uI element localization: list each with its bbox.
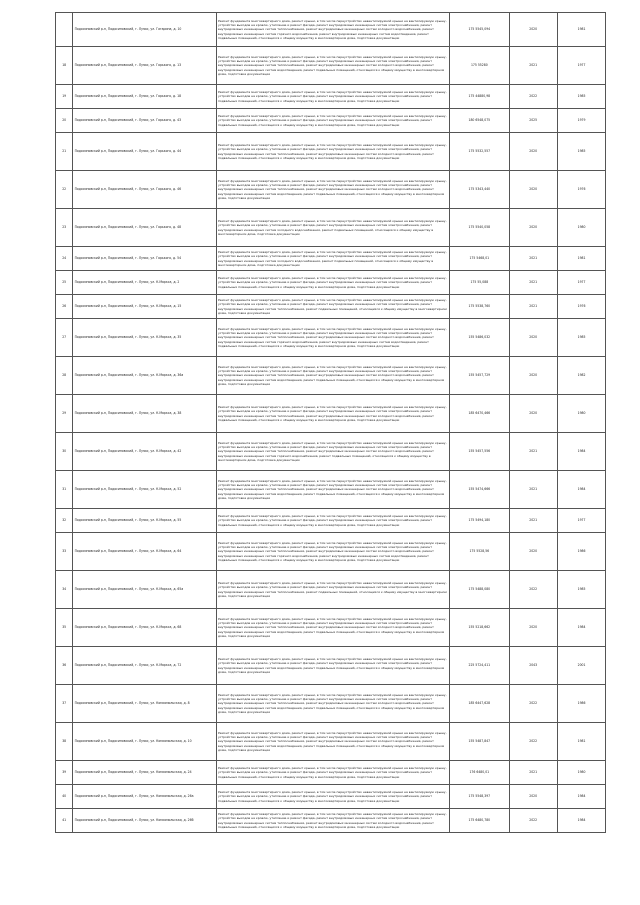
area-cell: 185 6447,628 <box>450 685 509 723</box>
address-cell: Подосиновский р-н, Подосиновский, г. Лузки, ул. Горького, д. 44 <box>73 133 216 171</box>
built-year-cell: 1982 <box>557 357 605 395</box>
repair-year-cell: 2020 <box>509 133 557 171</box>
works-cell: Ремонт фундамента многоквартирного дома, ремонт крыши, в том числе переустройство невентилируемой крыши на вентилируемую крышу, устройство выходов на кровлю, утепление и ремонт фасада, ремонт внутридомовых инженерных систем электроснабжения, ремонт внутридомовых инженерных систем теплоснабжения, ремонт внутридомовых инженерных систем холодного водоснабжения, ремонт внутридомовых инженерных систем водоотведения, ремонт подвальных помещений, относящихся к общему имуществу в многоквартирном доме, подготовка документации <box>216 609 449 647</box>
table-row <box>56 295 606 319</box>
area-cell: 175 5548,397 <box>450 785 509 809</box>
table-row <box>56 723 606 761</box>
address-cell: Подосиновский р-н, Подосиновский, г. Лузки, ул. Горького, д. 18 <box>73 85 216 109</box>
works-cell: Ремонт фундамента многоквартирного дома, ремонт крыши, в том числе переустройство невентилируемой крыши на вентилируемую крышу, устройство выходов на кровлю, утепление и ремонт фасада, ремонт внутридомовых инженерных систем электроснабжения, ремонт подвальных помещений, относящихся к общему имуществу в многоквартирном доме, подготовка документации <box>216 109 449 133</box>
table-row <box>56 247 606 271</box>
row-number-cell: 30 <box>56 433 73 471</box>
area-cell: 155 5457,729 <box>450 357 509 395</box>
built-year-cell: 1980 <box>557 209 605 247</box>
area-cell: 175 5538,760 <box>450 295 509 319</box>
table-row <box>56 209 606 247</box>
address-cell: Подосиновский р-н, Подосиновский, г. Лузки, ул. К.Маркса, д. 55 <box>73 509 216 533</box>
table-row <box>56 271 606 295</box>
repair-year-cell: 2020 <box>509 357 557 395</box>
row-number-cell: 23 <box>56 209 73 247</box>
built-year-cell: 1981 <box>557 723 605 761</box>
table-row <box>56 109 606 133</box>
area-cell: 175 5545,094 <box>450 13 509 47</box>
works-cell: Ремонт фундамента многоквартирного дома, ремонт крыши, в том числе переустройство невентилируемой крыши на вентилируемую крышу, устройство выходов на кровлю, утепление и ремонт фасада, ремонт внутридомовых инженерных систем электроснабжения, ремонт внутридомовых инженерных систем теплоснабжения, ремонт внутридомовых инженерных систем холодного водоснабжения, ремонт подвальных помещений, относящихся к общему имуществу в многоквартирном доме, подготовка документации <box>216 133 449 171</box>
repair-program-table <box>55 12 606 833</box>
address-cell: Подосиновский р-н, Подосиновский, г. Лузки, ул. К.Маркса, д. 42 <box>73 433 216 471</box>
area-cell: 175 5532,557 <box>450 133 509 171</box>
table-row <box>56 533 606 571</box>
repair-year-cell: 2020 <box>509 609 557 647</box>
address-cell: Подосиновский р-н, Подосиновский, г. Лузки, ул. Горького, д. 48 <box>73 209 216 247</box>
row-number-cell: 31 <box>56 471 73 509</box>
area-cell: 175 55280 <box>450 47 509 85</box>
table-row <box>56 171 606 209</box>
works-cell: Ремонт фундамента многоквартирного дома, ремонт крыши, в том числе переустройство невентилируемой крыши на вентилируемую крышу, устройство выходов на кровлю, утепление и ремонт фасада, ремонт внутридомовых инженерных систем электроснабжения, ремонт внутридомовых инженерных систем теплоснабжения, ремонт внутридомовых инженерных систем холодного водоснабжения, ремонт подвальных помещений, относящихся к общему имуществу в многоквартирном доме, подготовка документации <box>216 809 449 833</box>
table-row <box>56 13 606 47</box>
built-year-cell: 1985 <box>557 319 605 357</box>
works-cell: Ремонт фундамента многоквартирного дома, ремонт крыши, в том числе переустройство невентилируемой крыши на вентилируемую крышу, устройство выходов на кровлю, утепление и ремонт фасада, ремонт внутридомовых инженерных систем электроснабжения, ремонт внутридомовых инженерных систем теплоснабжения, ремонт внутридомовых инженерных систем холодного водоснабжения, ремонт внутридомовых инженерных систем водоотведения, ремонт подвальных помещений, относящихся к общему имуществу в многоквартирном доме, подготовка документации <box>216 685 449 723</box>
repair-year-cell: 2021 <box>509 47 557 85</box>
repair-year-cell: 2021 <box>509 433 557 471</box>
row-number-cell: 25 <box>56 271 73 295</box>
repair-year-cell: 2020 <box>509 209 557 247</box>
repair-year-cell: 2020 <box>509 13 557 47</box>
area-cell: 185 6470,466 <box>450 395 509 433</box>
repair-year-cell: 2021 <box>509 271 557 295</box>
works-cell: Ремонт фундамента многоквартирного дома, ремонт крыши, в том числе переустройство невентилируемой крыши на вентилируемую крышу, устройство выходов на кровлю, утепление и ремонт фасада, ремонт внутридомовых инженерных систем электроснабжения, ремонт подвальных помещений, относящихся к общему имуществу в многоквартирном доме, подготовка документации <box>216 271 449 295</box>
built-year-cell: 1984 <box>557 433 605 471</box>
address-cell: Подосиновский р-н, Подосиновский, г. Лузки, ул. К.Маркса, д. 38 <box>73 395 216 433</box>
row-number-cell: 34 <box>56 571 73 609</box>
works-cell: Ремонт фундамента многоквартирного дома, ремонт крыши, в том числе переустройство невентилируемой крыши на вентилируемую крышу, устройство выходов на кровлю, утепление и ремонт фасада, ремонт внутридомовых инженерных систем электроснабжения, ремонт внутридомовых инженерных систем теплоснабжения, ремонт внутридомовых инженерных систем холодного водоснабжения, ремонт внутридомовых инженерных систем водоотведения, ремонт подвальных помещений, относящихся к общему имуществу в многоквартирном доме, подготовка документации <box>216 723 449 761</box>
built-year-cell: 1984 <box>557 809 605 833</box>
repair-year-cell: 2021 <box>509 471 557 509</box>
area-cell: 176 6480,01 <box>450 761 509 785</box>
repair-year-cell: 2020 <box>509 785 557 809</box>
repair-year-cell: 2021 <box>509 509 557 533</box>
address-cell: Подосиновский р-н, Подосиновский, г. Лузки, ул. К.Маркса, д. 52 <box>73 471 216 509</box>
address-cell: Подосиновский р-н, Подосиновский, г. Лузки, ул. Комсомольская, д. 26а <box>73 785 216 809</box>
row-number-cell <box>56 13 73 47</box>
works-cell: Ремонт фундамента многоквартирного дома, ремонт крыши, в том числе переустройство невентилируемой крыши на вентилируемую крышу, устройство выходов на кровлю, утепление и ремонт фасада, ремонт внутридомовых инженерных систем электроснабжения, ремонт внутридомовых инженерных систем теплоснабжения, ремонт внутридомовых инженерных систем холодного водоснабжения, ремонт внутридомовых инженерных систем горячего водоснабжения, ремонт внутридомовых инженерных систем водоотведения, ремонт подвальных помещений, относящихся к общему имуществу в многоквартирном доме, подготовка документации <box>216 533 449 571</box>
table-row <box>56 571 606 609</box>
works-cell: Ремонт фундамента многоквартирного дома, ремонт крыши, в том числе переустройство невентилируемой крыши на вентилируемую крышу, устройство выходов на кровлю, утепление и ремонт фасада, ремонт внутридомовых инженерных систем электроснабжения, ремонт внутридомовых инженерных систем теплоснабжения, ремонт внутридомовых инженерных систем холодного водоснабжения, ремонт внутридомовых инженерных систем горячего водоснабжения, ремонт внутридомовых инженерных систем водоотведения, ремонт подвальных помещений, относящихся к общему имуществу в многоквартирном доме, подготовка документации <box>216 319 449 357</box>
table-row <box>56 809 606 833</box>
row-number-cell: 36 <box>56 647 73 685</box>
works-cell: Ремонт фундамента многоквартирного дома, ремонт крыши, в том числе переустройство невентилируемой крыши на вентилируемую крышу, устройство выходов на кровлю, утепление и ремонт фасада, ремонт внутридомовых инженерных систем электроснабжения, ремонт подвальных помещений, относящихся к общему имуществу в многоквартирном доме, подготовка документации <box>216 761 449 785</box>
address-cell: Подосиновский р-н, Подосиновский, г. Лузки, ул. К.Маркса, д. 65а <box>73 571 216 609</box>
address-cell: Подосиновский р-н, Подосиновский, г. Лузки, ул. К.Маркса, д. 68 <box>73 609 216 647</box>
built-year-cell: 1981 <box>557 247 605 271</box>
area-cell: 155 5218,662 <box>450 609 509 647</box>
address-cell: Подосиновский р-н, Подосиновский, г. Лузки, ул. К.Маркса, д. 2 <box>73 271 216 295</box>
area-cell: 175 5528,56 <box>450 533 509 571</box>
address-cell: Подосиновский р-н, Подосиновский, г. Лузки, ул. Комсомольская, д. 24 <box>73 761 216 785</box>
address-cell: Подосиновский р-н, Подосиновский, г. Лузки, ул. К.Маркса, д. 15 <box>73 295 216 319</box>
table-row <box>56 395 606 433</box>
works-cell: Ремонт фундамента многоквартирного дома, ремонт крыши, в том числе переустройство невентилируемой крыши на вентилируемую крышу, устройство выходов на кровлю, утепление и ремонт фасада, ремонт внутридомовых инженерных систем электроснабжения, ремонт внутридомовых инженерных систем теплоснабжения, ремонт подвальных помещений, относящихся к общему имуществу в многоквартирном доме, подготовка документации <box>216 295 449 319</box>
area-cell: 155 5487,847 <box>450 723 509 761</box>
built-year-cell: 1986 <box>557 685 605 723</box>
repair-year-cell: 2025 <box>509 109 557 133</box>
works-cell: Ремонт фундамента многоквартирного дома, ремонт крыши, в том числе переустройство невентилируемой крыши на вентилируемую крышу, устройство выходов на кровлю, утепление и ремонт фасада, ремонт внутридомовых инженерных систем электроснабжения, ремонт внутридомовых инженерных систем теплоснабжения, ремонт внутридомовых инженерных систем холодного водоснабжения, ремонт внутридомовых инженерных систем водоотведения, ремонт подвальных помещений, относящихся к общему имуществу в многоквартирном доме, подготовка документации <box>216 171 449 209</box>
works-cell: Ремонт фундамента многоквартирного дома, ремонт крыши, в том числе переустройство невентилируемой крыши на вентилируемую крышу, устройство выходов на кровлю, утепление и ремонт фасада, ремонт внутридомовых инженерных систем электроснабжения, ремонт подвальных помещений, относящихся к общему имуществу в многоквартирном доме, подготовка документации <box>216 785 449 809</box>
built-year-cell: 1976 <box>557 171 605 209</box>
repair-year-cell: 2020 <box>509 395 557 433</box>
area-cell: 155 5486,032 <box>450 319 509 357</box>
row-number-cell: 29 <box>56 395 73 433</box>
row-number-cell: 39 <box>56 761 73 785</box>
table-row <box>56 319 606 357</box>
address-cell: Подосиновский р-н, Подосиновский, г. Лузки, ул. К.Маркса, д. 35 <box>73 319 216 357</box>
built-year-cell: 1977 <box>557 509 605 533</box>
repair-year-cell: 2021 <box>509 247 557 271</box>
built-year-cell: 1984 <box>557 471 605 509</box>
area-cell: 175 55,088 <box>450 271 509 295</box>
row-number-cell: 28 <box>56 357 73 395</box>
area-cell: 175 5540,058 <box>450 209 509 247</box>
row-number-cell: 37 <box>56 685 73 723</box>
table-body <box>56 13 606 833</box>
works-cell: Ремонт фундамента многоквартирного дома, ремонт крыши, в том числе переустройство невентилируемой крыши на вентилируемую крышу, устройство выходов на кровлю, утепление и ремонт фасада, ремонт внутридомовых инженерных систем электроснабжения, ремонт внутридомовых инженерных систем теплоснабжения, ремонт внутридомовых инженерных систем холодного водоснабжения, ремонт внутридомовых инженерных систем водоотведения, ремонт подвальных помещений, относящихся к общему имуществу в многоквартирном доме, подготовка документации <box>216 471 449 509</box>
built-year-cell: 1985 <box>557 85 605 109</box>
built-year-cell: 1979 <box>557 109 605 133</box>
built-year-cell: 1977 <box>557 47 605 85</box>
row-number-cell: 21 <box>56 133 73 171</box>
area-cell: 155 5457,556 <box>450 433 509 471</box>
table-row <box>56 647 606 685</box>
works-cell: Ремонт фундамента многоквартирного дома, ремонт крыши, в том числе переустройство невентилируемой крыши на вентилируемую крышу, устройство выходов на кровлю, утепление и ремонт фасада, ремонт внутридомовых инженерных систем электроснабжения, ремонт внутридомовых инженерных систем теплоснабжения, ремонт внутридомовых инженерных систем холодного водоснабжения, ремонт внутридомовых инженерных систем горячего водоснабжения, ремонт подвальных помещений, относящихся к общему имуществу в многоквартирном доме, подготовка документации <box>216 433 449 471</box>
area-cell: 175 5343,440 <box>450 171 509 209</box>
repair-year-cell: 2020 <box>509 533 557 571</box>
row-number-cell: 26 <box>56 295 73 319</box>
address-cell: Подосиновский р-н, Подосиновский, г. Лузки, ул. Комсомольская, д. 10 <box>73 723 216 761</box>
repair-year-cell: 2022 <box>509 571 557 609</box>
works-cell: Ремонт фундамента многоквартирного дома, ремонт крыши, в том числе переустройство невентилируемой крыши на вентилируемую крышу, устройство выходов на кровлю, утепление и ремонт фасада, ремонт внутридомовых инженерных систем электроснабжения, ремонт внутридомовых инженерных систем холодного водоснабжения, ремонт подвальных помещений, относящихся к общему имуществу в многоквартирном доме, подготовка документации <box>216 247 449 271</box>
works-cell: Ремонт фундамента многоквартирного дома, ремонт крыши, в том числе переустройство невентилируемой крыши на вентилируемую крышу, устройство выходов на кровлю, утепление и ремонт фасада, ремонт внутридомовых инженерных систем электроснабжения, ремонт внутридомовых инженерных систем теплоснабжения, ремонт внутридомовых инженерных систем холодного водоснабжения, ремонт внутридомовых инженерных систем водоотведения, ремонт подвальных помещений, относящихся к общему имуществу в многоквартирном доме, подготовка документации <box>216 357 449 395</box>
built-year-cell: 1980 <box>557 395 605 433</box>
row-number-cell: 38 <box>56 723 73 761</box>
area-cell: 175 6480,780 <box>450 809 509 833</box>
built-year-cell: 1980 <box>557 761 605 785</box>
built-year-cell: 2001 <box>557 647 605 685</box>
row-number-cell: 41 <box>56 809 73 833</box>
repair-year-cell: 2022 <box>509 809 557 833</box>
built-year-cell: 1981 <box>557 13 605 47</box>
address-cell: Подосиновский р-н, Подосиновский, г. Лузки, ул. К.Маркса, д. 64 <box>73 533 216 571</box>
area-cell: 175 5488,080 <box>450 571 509 609</box>
table-row <box>56 609 606 647</box>
row-number-cell: 32 <box>56 509 73 533</box>
row-number-cell: 20 <box>56 109 73 133</box>
address-cell: Подосиновский р-н, Подосиновский, г. Лузки, ул. К.Маркса, д. 72 <box>73 647 216 685</box>
address-cell: Подосиновский р-н, Подосиновский, г. Лузки, ул. Горького, д. 46 <box>73 171 216 209</box>
repair-year-cell: 2020 <box>509 171 557 209</box>
address-cell: Подосиновский р-н, Подосиновский, г. Лузки, ул. Комсомольская, д. 26б <box>73 809 216 833</box>
repair-year-cell: 2043 <box>509 647 557 685</box>
works-cell: Ремонт фундамента многоквартирного дома, ремонт крыши, в том числе переустройство невентилируемой крыши на вентилируемую крышу, устройство выходов на кровлю, утепление и ремонт фасада, ремонт внутридомовых инженерных систем электроснабжения, ремонт внутридомовых инженерных систем холодного водоснабжения, ремонт подвальных помещений, относящихся к общему имуществу в многоквартирном доме, подготовка документации <box>216 209 449 247</box>
table-row <box>56 685 606 723</box>
works-cell: Ремонт фундамента многоквартирного дома, ремонт крыши, в том числе переустройство невентилируемой крыши на вентилируемую крышу, устройство выходов на кровлю, утепление и ремонт фасада, ремонт внутридомовых инженерных систем электроснабжения, ремонт внутридомовых инженерных систем теплоснабжения, ремонт внутридомовых инженерных систем холодного водоснабжения, ремонт подвальных помещений, относящихся к общему имуществу в многоквартирном доме, подготовка документации <box>216 395 449 433</box>
row-number-cell: 24 <box>56 247 73 271</box>
row-number-cell: 27 <box>56 319 73 357</box>
table-row <box>56 785 606 809</box>
table-row <box>56 357 606 395</box>
repair-year-cell: 2022 <box>509 723 557 761</box>
works-cell: Ремонт фундамента многоквартирного дома, ремонт крыши, в том числе переустройство невентилируемой крыши на вентилируемую крышу, устройство выходов на кровлю, утепление и ремонт фасада, ремонт внутридомовых инженерных систем электроснабжения, ремонт внутридомовых инженерных систем теплоснабжения, ремонт подвальных помещений, относящихся к общему имуществу в многоквартирном доме, подготовка документации <box>216 571 449 609</box>
area-cell: 225 5724,411 <box>450 647 509 685</box>
built-year-cell: 1977 <box>557 271 605 295</box>
built-year-cell: 1986 <box>557 533 605 571</box>
address-cell: Подосиновский р-н, Подосиновский, г. Лузки, ул. Комсомольская, д. 8 <box>73 685 216 723</box>
table-row <box>56 433 606 471</box>
area-cell: 175 5468,01 <box>450 247 509 271</box>
table-row <box>56 509 606 533</box>
area-cell: 155 5474,666 <box>450 471 509 509</box>
row-number-cell: 33 <box>56 533 73 571</box>
table-row <box>56 47 606 85</box>
works-cell: Ремонт фундамента многоквартирного дома, ремонт крыши, в том числе переустройство невентилируемой крыши на вентилируемую крышу, устройство выходов на кровлю, утепление и ремонт фасада, ремонт внутридомовых инженерных систем электроснабжения, ремонт внутридомовых инженерных систем теплоснабжения, ремонт внутридомовых инженерных систем холодного водоснабжения, ремонт внутридомовых инженерных систем горячего водоснабжения, ремонт внутридомовых инженерных систем водоотведения, ремонт подвальных помещений, относящихся к общему имуществу в многоквартирном доме, подготовка документации <box>216 13 449 47</box>
address-cell: Подосиновский р-н, Подосиновский, г. Лузки, ул. Горького, д. 13 <box>73 47 216 85</box>
built-year-cell: 1985 <box>557 571 605 609</box>
repair-year-cell: 2020 <box>509 319 557 357</box>
built-year-cell: 1984 <box>557 609 605 647</box>
works-cell: Ремонт фундамента многоквартирного дома, ремонт крыши, в том числе переустройство невентилируемой крыши на вентилируемую крышу, устройство выходов на кровлю, утепление и ремонт фасада, ремонт внутридомовых инженерных систем электроснабжения, ремонт внутридомовых инженерных систем водоотведения, ремонт подвальных помещений, относящихся к общему имуществу в многоквартирном доме, подготовка документации <box>216 647 449 685</box>
table-row <box>56 85 606 109</box>
row-number-cell: 19 <box>56 85 73 109</box>
built-year-cell: 1984 <box>557 785 605 809</box>
built-year-cell: 1976 <box>557 295 605 319</box>
repair-year-cell: 2022 <box>509 85 557 109</box>
row-number-cell: 40 <box>56 785 73 809</box>
row-number-cell: 22 <box>56 171 73 209</box>
repair-year-cell: 2021 <box>509 295 557 319</box>
repair-year-cell: 2021 <box>509 761 557 785</box>
table-row <box>56 471 606 509</box>
address-cell: Подосиновский р-н, Подосиновский, г. Лузки, ул. Горького, д. 43 <box>73 109 216 133</box>
address-cell: Подосиновский р-н, Подосиновский, г. Лузки, ул. К.Маркса, д. 36а <box>73 357 216 395</box>
row-number-cell: 35 <box>56 609 73 647</box>
document-page <box>55 12 585 833</box>
row-number-cell: 18 <box>56 47 73 85</box>
works-cell: Ремонт фундамента многоквартирного дома, ремонт крыши, в том числе переустройство невентилируемой крыши на вентилируемую крышу, устройство выходов на кровлю, утепление и ремонт фасада, ремонт внутридомовых инженерных систем электроснабжения, ремонт внутридомовых инженерных систем теплоснабжения, ремонт внутридомовых инженерных систем холодного водоснабжения, ремонт внутридомовых инженерных систем водоотведения, ремонт подвальных помещений, относящихся к общему имуществу в многоквартирном доме, подготовка документации <box>216 47 449 85</box>
area-cell: 175 5494,180 <box>450 509 509 533</box>
address-cell: Подосиновский р-н, Подосиновский, г. Лузки, ул. Горького, д. 54 <box>73 247 216 271</box>
area-cell: 180 6548,075 <box>450 109 509 133</box>
works-cell: Ремонт фундамента многоквартирного дома, ремонт крыши, в том числе переустройство невентилируемой крыши на вентилируемую крышу, устройство выходов на кровлю, утепление и ремонт фасада, ремонт внутридомовых инженерных систем электроснабжения, ремонт подвальных помещений, относящихся к общему имуществу в многоквартирном доме, подготовка документации <box>216 509 449 533</box>
table-row <box>56 133 606 171</box>
address-cell: Подосиновский р-н, Подосиновский, г. Лузки, ул. Гагарина, д. 10 <box>73 13 216 47</box>
table-row <box>56 761 606 785</box>
built-year-cell: 1985 <box>557 133 605 171</box>
works-cell: Ремонт фундамента многоквартирного дома, ремонт крыши, в том числе переустройство невентилируемой крыши на вентилируемую крышу, устройство выходов на кровлю, утепление и ремонт фасада, ремонт внутридомовых инженерных систем электроснабжения, ремонт подвальных помещений, относящихся к общему имуществу в многоквартирном доме, подготовка документации <box>216 85 449 109</box>
area-cell: 175 44880,98 <box>450 85 509 109</box>
repair-year-cell: 2022 <box>509 685 557 723</box>
